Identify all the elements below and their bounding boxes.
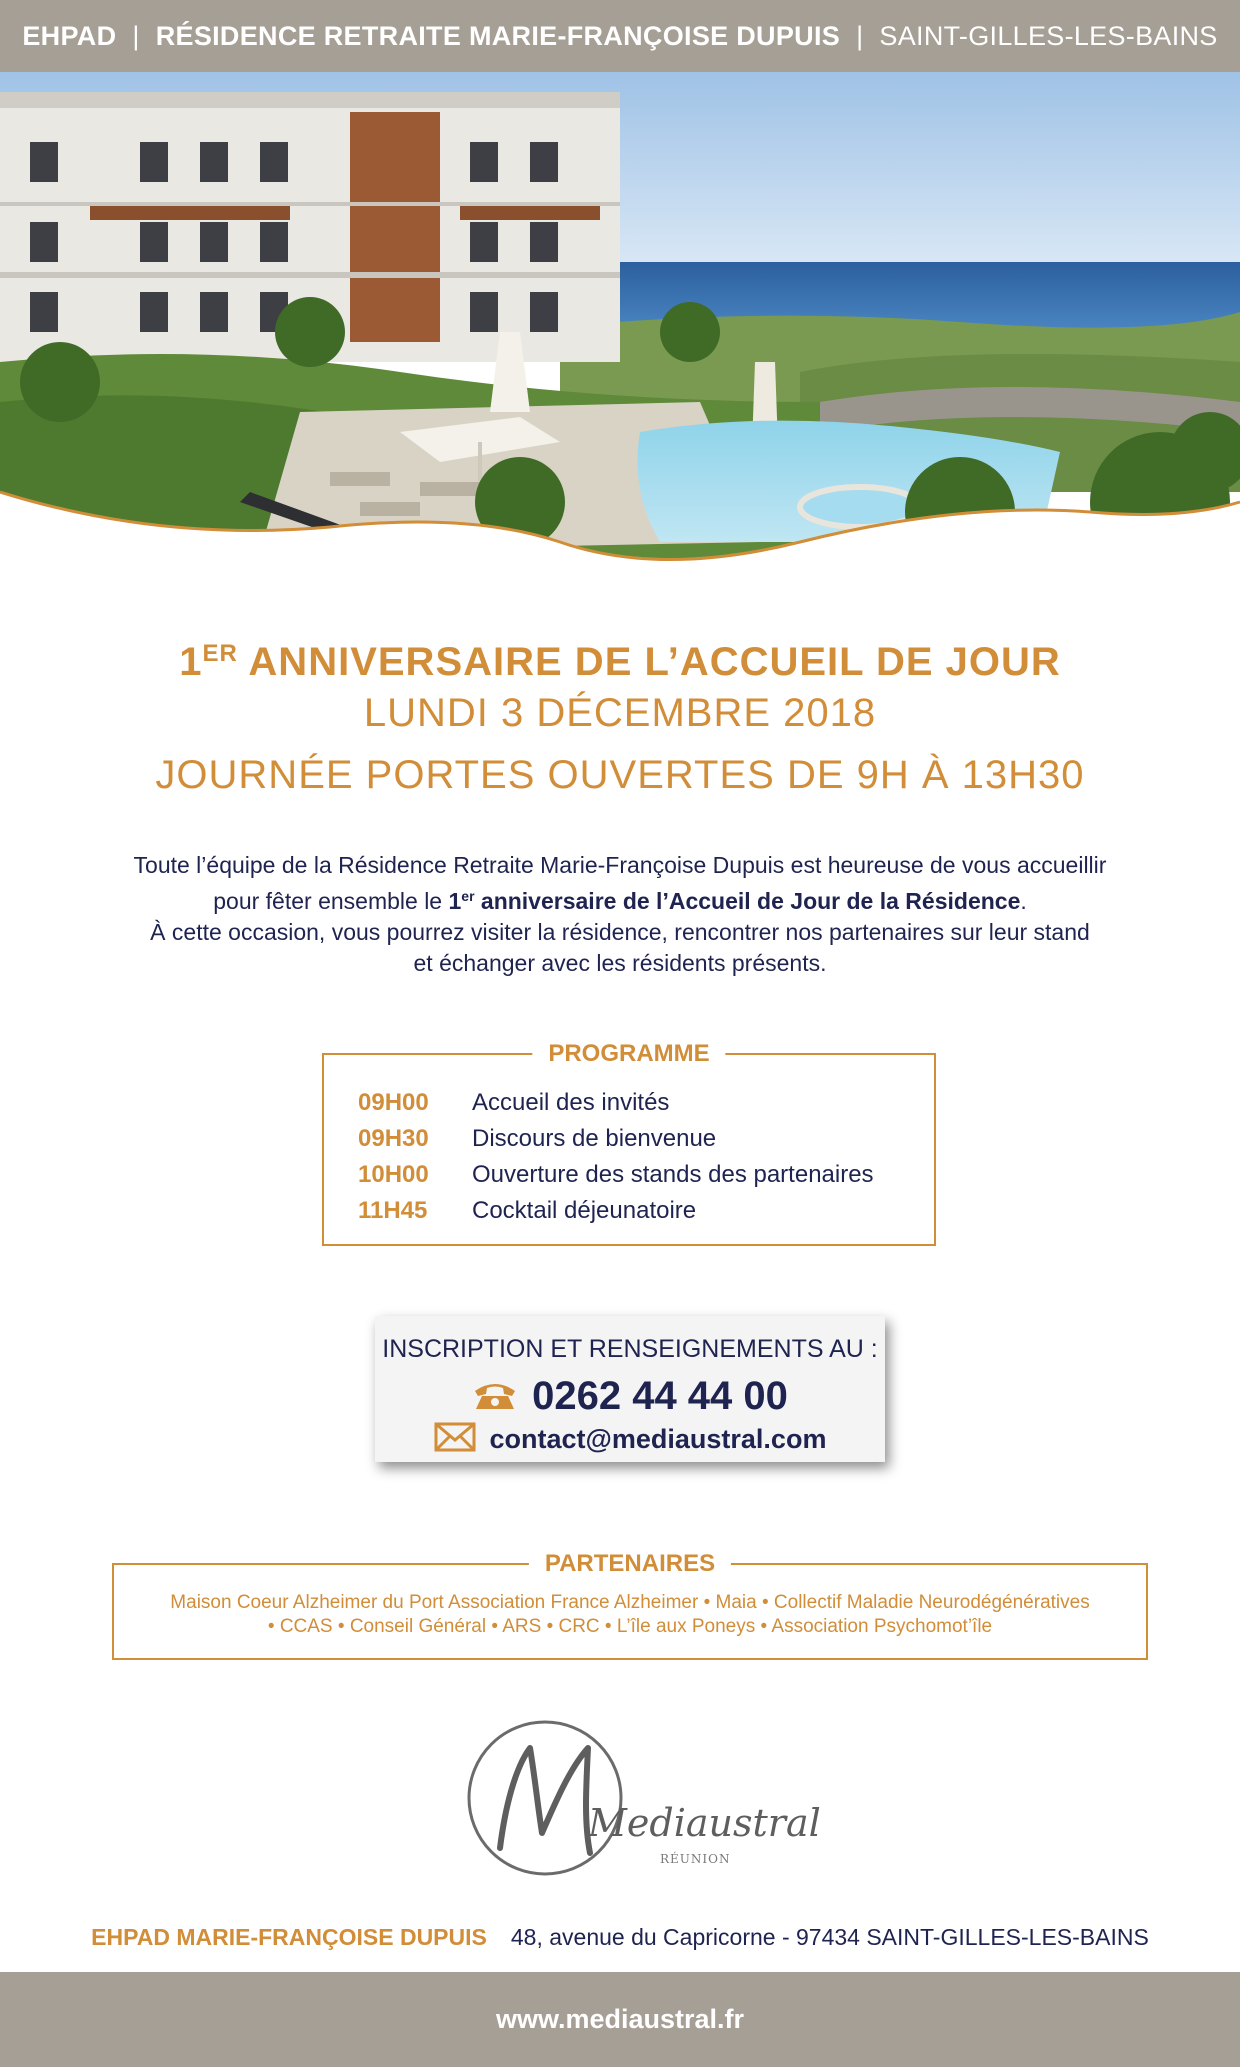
header-residence: RÉSIDENCE RETRAITE MARIE-FRANÇOISE DUPUIS <box>155 20 841 51</box>
programme-item <box>358 1193 874 1229</box>
telephone-icon <box>472 1374 518 1422</box>
address-street: 48, avenue du Capricorne - 97434 SAINT-GILLES-LES-BAINS <box>510 1924 1149 1950</box>
hero-photo <box>0 72 1240 582</box>
inscription-phone[interactable] <box>375 1372 885 1422</box>
event-titles <box>0 625 1240 807</box>
programme-time: 10H00 <box>358 1161 429 1188</box>
programme-box <box>322 1040 936 1246</box>
footer-band <box>0 1972 1240 2067</box>
mediaustral-logo <box>460 1708 821 1878</box>
partners-line: • CCAS • Conseil Général • ARS • CRC • L’île aux Poneys • Association Psychomot’île <box>267 1616 993 1637</box>
partners-line: Maison Coeur Alzheimer du Port Association France Alzheimer • Maia • Collectif Maladie Neurodégénératives <box>170 1592 1090 1613</box>
inscription-title: INSCRIPTION ET RENSEIGNEMENTS AU : <box>382 1335 878 1363</box>
email-address[interactable]: contact@mediaustral.com <box>489 1424 827 1455</box>
header-band <box>0 0 1240 72</box>
header-location: SAINT-GILLES-LES-BAINS <box>879 20 1218 51</box>
address-name: EHPAD MARIE-FRANÇOISE DUPUIS <box>91 1924 487 1950</box>
envelope-icon <box>434 1422 476 1460</box>
programme-label: Accueil des invités <box>472 1089 670 1116</box>
header-separator: | <box>132 20 140 51</box>
programme-item <box>358 1121 874 1157</box>
event-date: LUNDI 3 DÉCEMBRE 2018 <box>363 691 877 735</box>
partners-box <box>112 1550 1148 1660</box>
event-hours: JOURNÉE PORTES OUVERTES DE 9H À 13H30 <box>155 753 1085 797</box>
partners-title: PARTENAIRES <box>529 1549 731 1579</box>
address-line <box>0 1920 1240 1954</box>
programme-item <box>358 1085 874 1121</box>
inscription-email[interactable] <box>375 1422 885 1460</box>
programme-time: 11H45 <box>358 1197 428 1224</box>
intro-line: À cette occasion, vous pourrez visiter la résidence, rencontrer nos partenaires sur leur stand <box>150 919 1090 945</box>
programme-label: Discours de bienvenue <box>472 1125 717 1152</box>
intro-line: pour fêter ensemble le 1er anniversaire de l’Accueil de Jour de la Résidence. <box>213 888 1027 914</box>
header-ehpad: EHPAD <box>22 20 117 51</box>
intro-line: Toute l’équipe de la Résidence Retraite Marie-Françoise Dupuis est heureuse de vous accueillir <box>133 852 1107 878</box>
programme-time: 09H30 <box>358 1125 429 1152</box>
intro-paragraph <box>80 850 1160 979</box>
programme-time: 09H00 <box>358 1089 429 1116</box>
programme-label: Ouverture des stands des partenaires <box>472 1161 874 1188</box>
programme-item <box>358 1157 874 1193</box>
website-link[interactable]: www.mediaustral.fr <box>495 2004 745 2034</box>
programme-title: PROGRAMME <box>532 1039 725 1069</box>
intro-line: et échanger avec les résidents présents. <box>413 950 827 976</box>
programme-label: Cocktail déjeunatoire <box>472 1197 697 1224</box>
partners-list <box>124 1591 1136 1639</box>
logo-subtitle: RÉUNION <box>660 1852 731 1866</box>
inscription-box <box>375 1316 885 1462</box>
programme-list <box>358 1085 874 1229</box>
logo-wordmark: Mediaustral <box>588 1801 821 1845</box>
phone-number[interactable]: 0262 44 44 00 <box>532 1374 788 1418</box>
event-anniversary-title: 1ER ANNIVERSAIRE DE L’ACCUEIL DE JOUR <box>179 640 1061 684</box>
header-separator: | <box>856 20 864 51</box>
